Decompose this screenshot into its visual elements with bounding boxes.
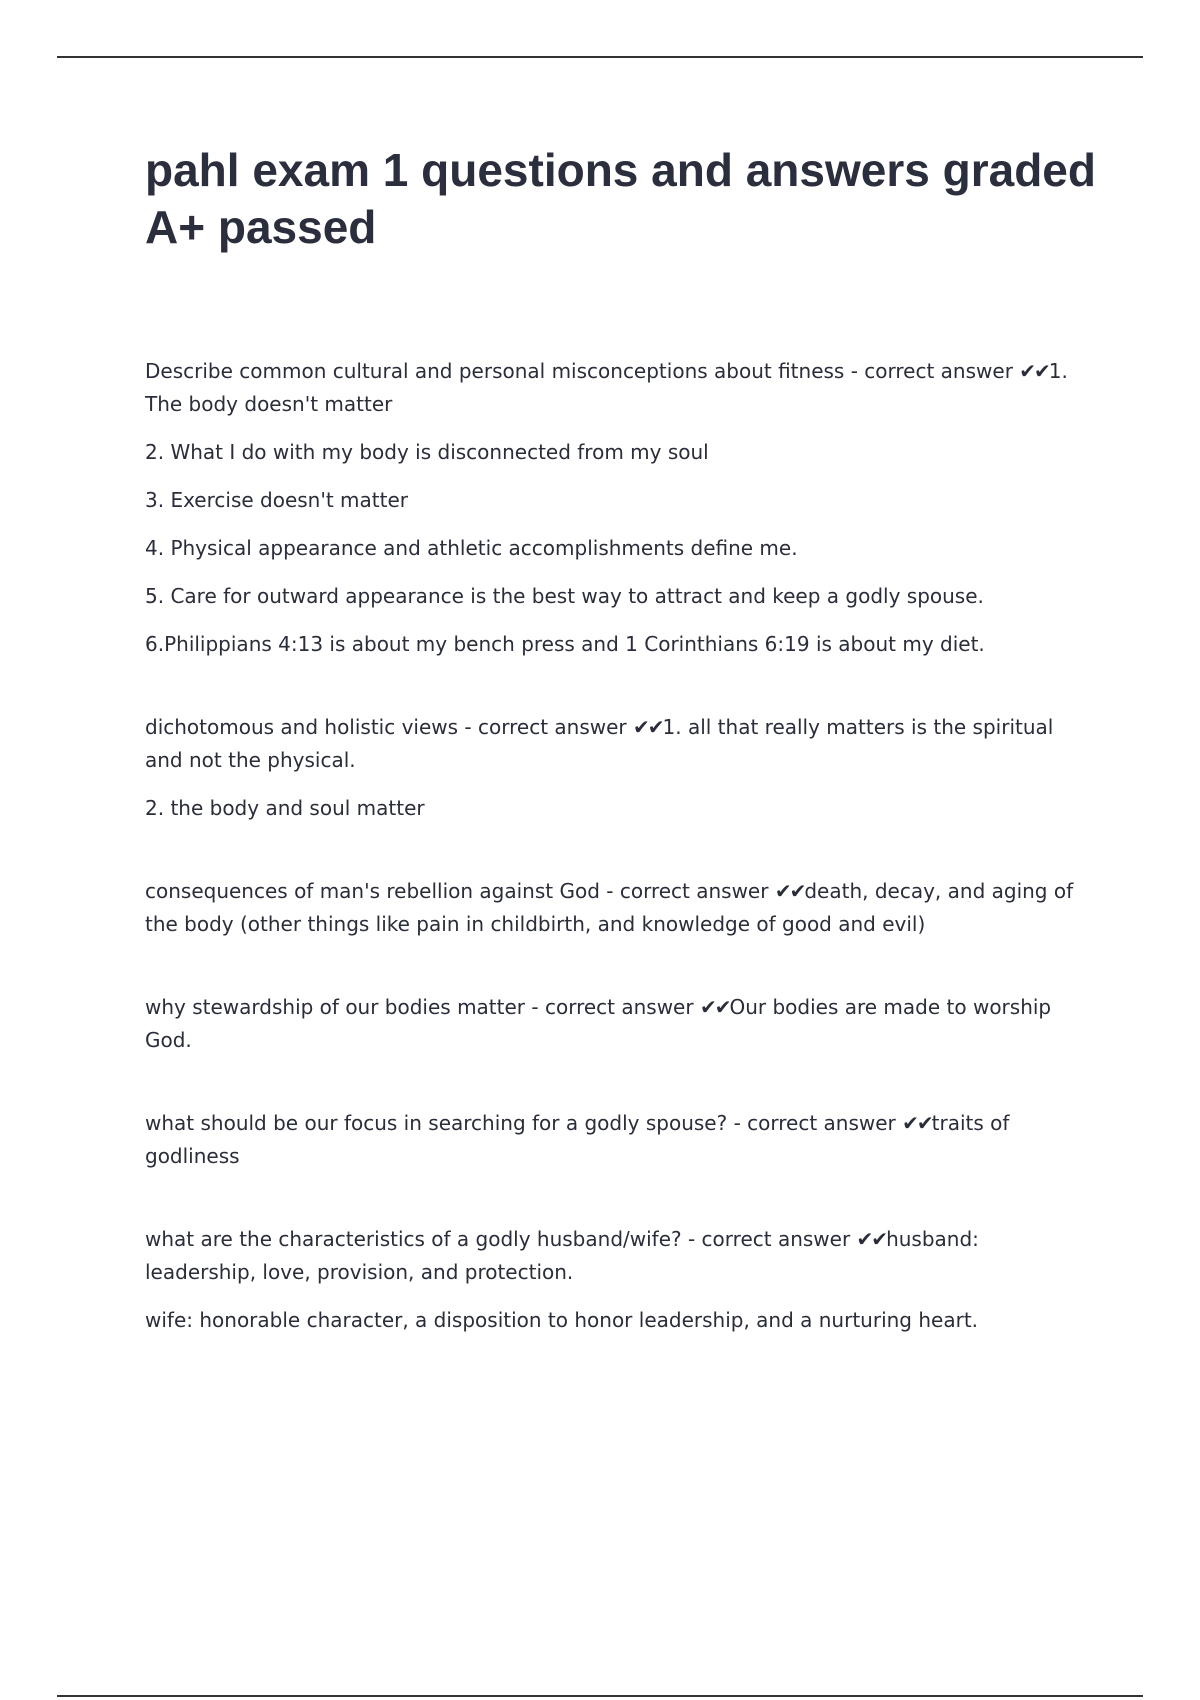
qa-question-line: [145, 1107, 1095, 1173]
qa-list: [145, 355, 1095, 1387]
qa-item: [145, 1107, 1095, 1173]
correct-answer-label: - correct answer: [844, 359, 1020, 383]
check-mark-icon: ✔✔: [699, 995, 730, 1019]
qa-question-line: [145, 875, 1095, 941]
check-mark-icon: ✔✔: [856, 1227, 887, 1251]
bottom-divider: [57, 1695, 1143, 1697]
answer-text: death, decay, and aging of the body (other things like pain in childbirth, and knowledge of good and evil): [145, 879, 1074, 936]
answer-line: 5. Care for outward appearance is the best way to attract and keep a godly spouse.: [145, 584, 984, 608]
correct-answer-label: - correct answer: [681, 1227, 857, 1251]
check-mark-icon: ✔✔: [633, 715, 663, 739]
correct-answer-label: - correct answer: [525, 995, 700, 1019]
qa-item: [145, 1223, 1095, 1337]
question-text: consequences of man's rebellion against God: [145, 879, 600, 903]
answer-text: 1. all that really matters is the spiritual and not the physical.: [145, 715, 1054, 772]
qa-item: [145, 355, 1095, 661]
answer-text: traits of godliness: [145, 1111, 1010, 1168]
qa-item: [145, 711, 1095, 825]
qa-question-line: [145, 991, 1095, 1057]
qa-question-line: [145, 1223, 1095, 1289]
question-text: what should be our focus in searching for a godly spouse?: [145, 1111, 728, 1135]
question-text: dichotomous and holistic views: [145, 715, 459, 739]
answer-text: Our bodies are made to worship God.: [145, 995, 1052, 1052]
answer-line: wife: honorable character, a disposition to honor leadership, and a nurturing heart.: [145, 1308, 979, 1332]
correct-answer-label: - correct answer: [727, 1111, 903, 1135]
answer-line: 3. Exercise doesn't matter: [145, 488, 408, 512]
answer-text: 1. The body doesn't matter: [145, 359, 1068, 416]
qa-question-line: [145, 711, 1095, 777]
correct-answer-label: - correct answer: [599, 879, 775, 903]
answer-text: husband: leadership, love, provision, and protection.: [145, 1227, 979, 1284]
qa-item: [145, 875, 1095, 941]
answer-line: 2. What I do with my body is disconnected from my soul: [145, 440, 709, 464]
question-text: why stewardship of our bodies matter: [145, 995, 526, 1019]
question-text: what are the characteristics of a godly husband/wife?: [145, 1227, 682, 1251]
qa-question-line: [145, 355, 1095, 421]
answer-line: 4. Physical appearance and athletic accomplishments define me.: [145, 536, 798, 560]
page-title: pahl exam 1 questions and answers graded A+ passed: [145, 144, 1096, 253]
question-text: Describe common cultural and personal misconceptions about fitness: [145, 359, 845, 383]
qa-item: [145, 991, 1095, 1057]
check-mark-icon: ✔✔: [1019, 359, 1049, 383]
top-divider: [57, 56, 1143, 58]
correct-answer-label: - correct answer: [458, 715, 633, 739]
answer-line: 6.Philippians 4:13 is about my bench press and 1 Corinthians 6:19 is about my diet.: [145, 632, 985, 656]
check-mark-icon: ✔✔: [774, 879, 805, 903]
answer-line: 2. the body and soul matter: [145, 796, 425, 820]
check-mark-icon: ✔✔: [902, 1111, 932, 1135]
